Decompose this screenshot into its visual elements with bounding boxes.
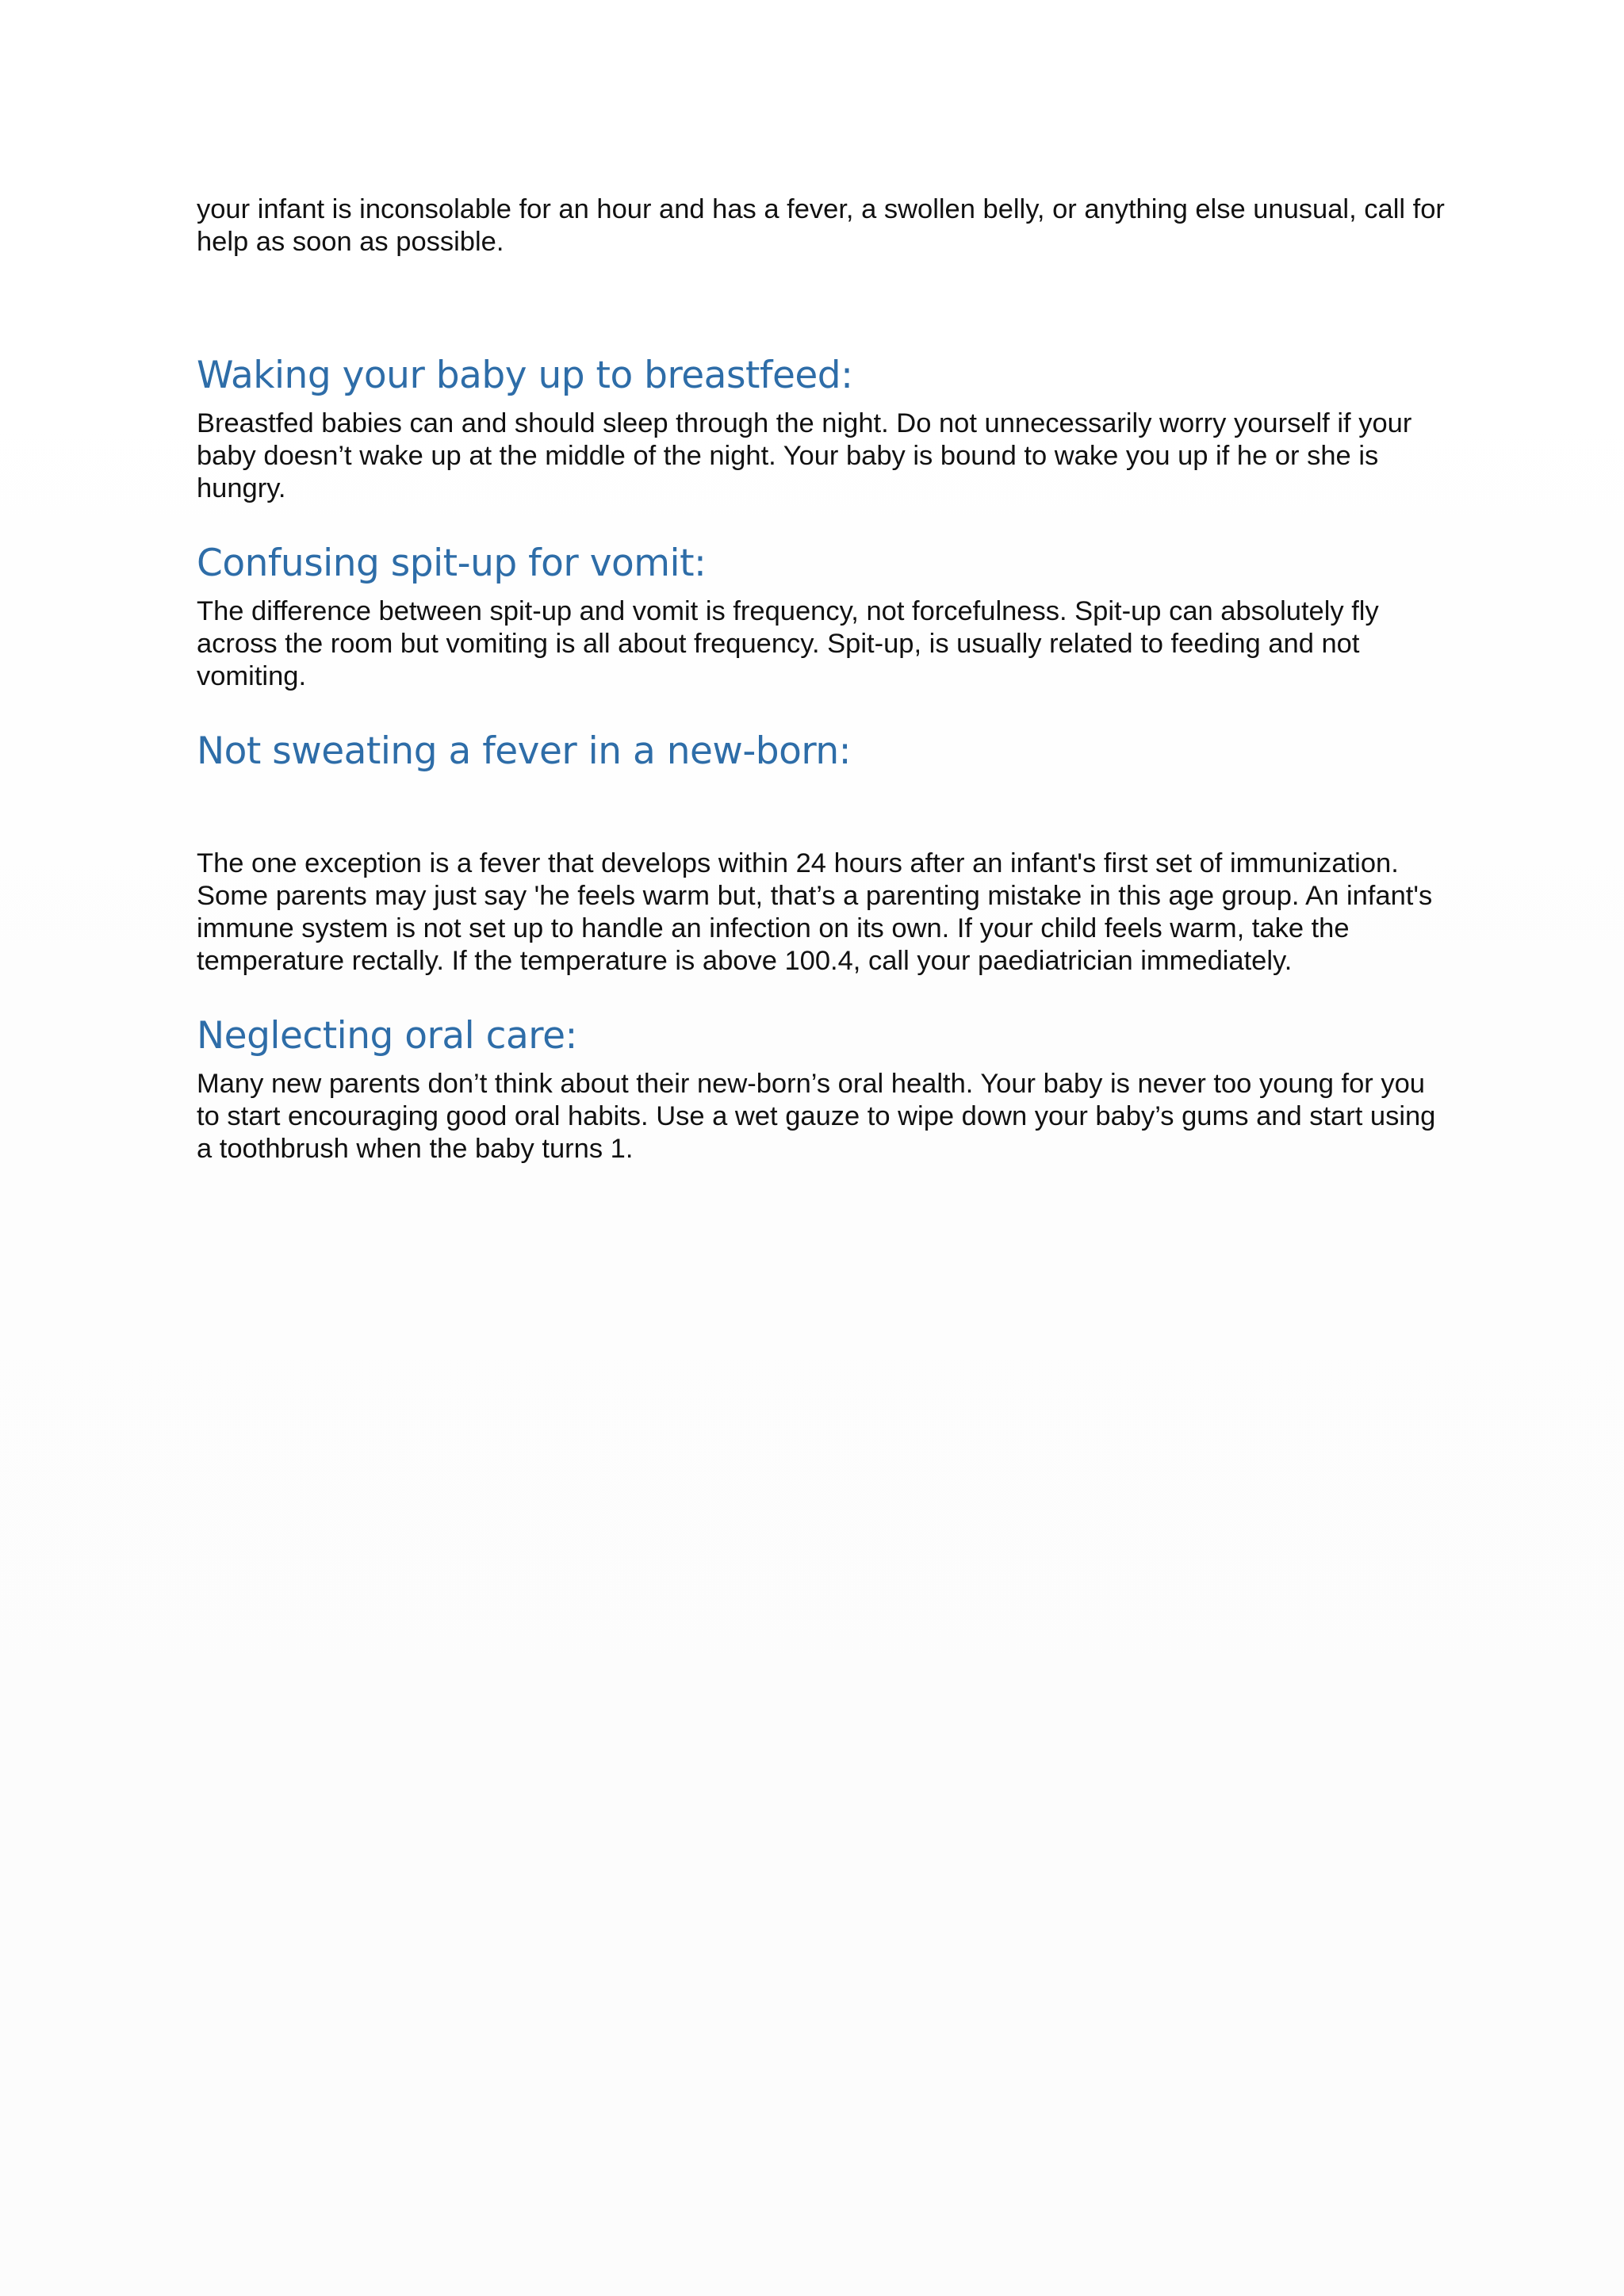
intro-paragraph: your infant is inconsolable for an hour and has a fever, a swollen belly, or anything else unusual, call for help as soon as possible. bbox=[197, 194, 1445, 257]
section-body-waking: Breastfed babies can and should sleep through the night. Do not unnecessarily worry yourself if your baby doesn’t wake up at the middle of the night. Your baby is bound to wake you up if he or she is hungry. bbox=[197, 408, 1412, 503]
section-heading-waking: Waking your baby up to breastfeed: bbox=[197, 354, 853, 397]
section-body-fever: The one exception is a fever that develops within 24 hours after an infant's first set of immunization. Some parents may just say 'he feels warm but, that’s a parenting mistake in this age group. An infant's immune system is not set up to handle an infection on its own. If your child feels warm, take the temperature rectally. If the temperature is above 100.4, call your paediatrician immediately. bbox=[197, 848, 1433, 976]
section-body-oral-care: Many new parents don’t think about their new-born’s oral health. Your baby is never too young for you to start encouraging good oral habits. Use a wet gauze to wipe down your baby’s gums and start using a toothbrush when the baby turns 1. bbox=[197, 1069, 1436, 1164]
page-content bbox=[197, 193, 1450, 1165]
section-heading-spit-up: Confusing spit-up for vomit: bbox=[197, 541, 707, 585]
section-heading-fever: Not sweating a fever in a new-born: bbox=[197, 729, 852, 773]
section-heading-oral-care: Neglecting oral care: bbox=[197, 1014, 577, 1058]
section-body-spit-up: The difference between spit-up and vomit is frequency, not forcefulness. Spit-up can absolutely fly across the room but vomiting is all about frequency. Spit-up, is usually related to feeding and not vomiting. bbox=[197, 596, 1379, 691]
